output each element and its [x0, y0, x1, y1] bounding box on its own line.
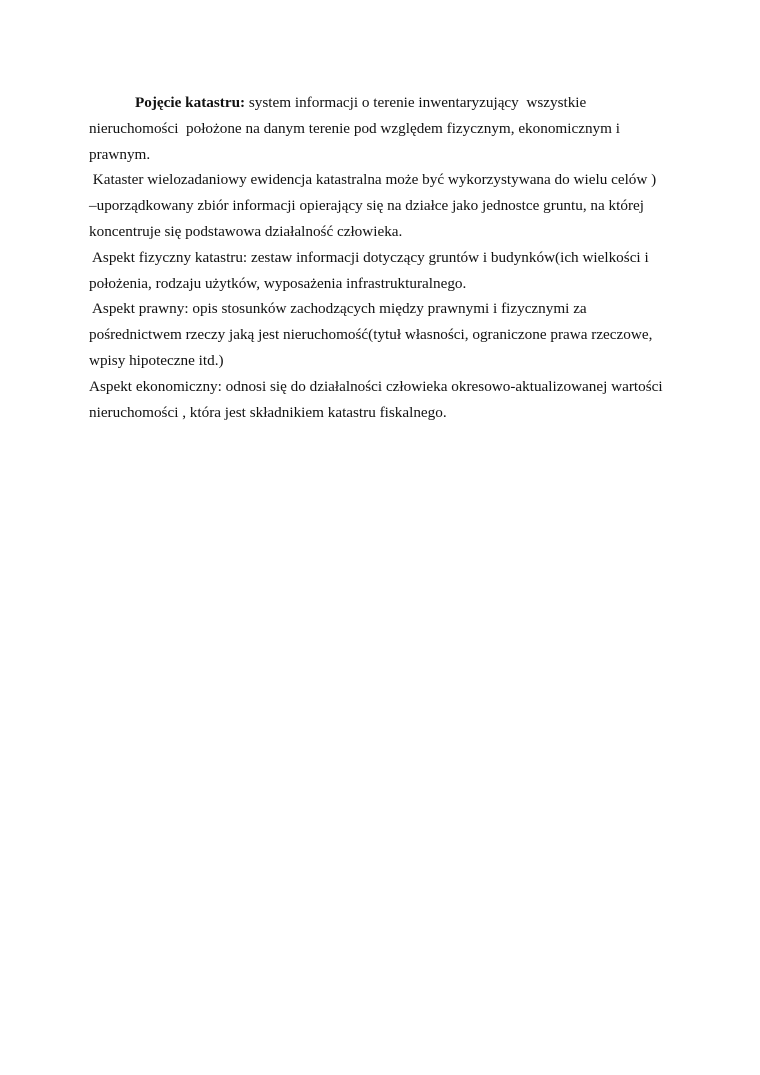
paragraph-definition — [89, 90, 689, 167]
text-line: Kataster wielozadaniowy ewidencja katastralna może być wykorzystywana do wielu celów ) — [89, 171, 657, 189]
term-heading: Pojęcie katastru: — [135, 94, 246, 111]
text-line: prawnym. — [89, 145, 151, 163]
definition-text: system informacji o terenie inwentaryzujący wszystkie — [245, 94, 587, 111]
paragraph-legal-aspect — [89, 296, 689, 373]
text-line: koncentruje się podstawowa działalność człowieka. — [89, 222, 403, 240]
paragraph-physical-aspect — [89, 245, 689, 297]
text-line: pośrednictwem rzeczy jaką jest nieruchomość(tytuł własności, ograniczone prawa rzeczowe, — [89, 326, 653, 344]
text-line: nieruchomości położone na danym terenie pod względem fizycznym, ekonomicznym i — [89, 119, 620, 137]
text-line: nieruchomości , która jest składnikiem katastru fiskalnego. — [89, 403, 447, 421]
text-line: położenia, rodzaju użytków, wyposażenia infrastrukturalnego. — [89, 274, 467, 292]
text-line: –uporządkowany zbiór informacji opierający się na działce jako jednostce gruntu, na której — [89, 197, 644, 215]
text-line — [89, 90, 689, 116]
text-line: Aspekt fizyczny katastru: zestaw informacji dotyczący gruntów i budynków(ich wielkości i — [89, 248, 649, 266]
text-line: Aspekt prawny: opis stosunków zachodzących między prawnymi i fizycznymi za — [89, 300, 587, 318]
paragraph-economic-aspect — [89, 374, 689, 426]
text-line: wpisy hipoteczne itd.) — [89, 351, 224, 369]
text-line: Aspekt ekonomiczny: odnosi się do działalności człowieka okresowo-aktualizowanej wartości — [89, 377, 663, 395]
document-body — [89, 90, 689, 425]
paragraph-multipurpose-cadastre — [89, 167, 689, 244]
